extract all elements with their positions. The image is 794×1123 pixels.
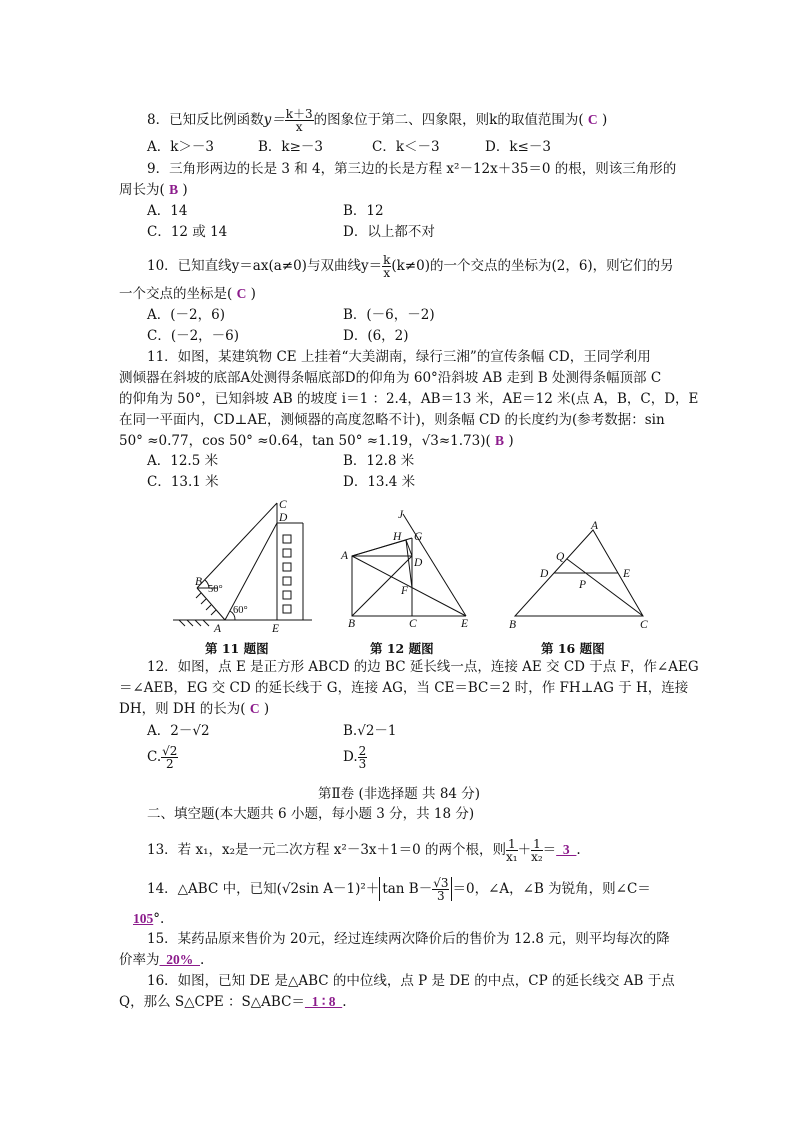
q13-end: . [576,842,581,858]
q12-option-c [147,745,178,770]
q11-line5-pre: 50° ≈0.77，cos 50° ≈0.64，tan 50° ≈1.19，√3≈1.73)( [119,433,491,449]
fig12-label-f: F [401,585,409,597]
q9-line1: 9．三角形两边的长是 3 和 4，第三边的长是方程 x²－12x＋35＝0 的根，则该三角形的 [147,161,677,177]
q8-stem [147,108,607,133]
q13-eq: ＝ [542,842,557,858]
fig12-label-g: G [414,531,423,543]
q8-stem-post: 的图象位于第二、四象限，则k的取值范围为( [313,112,584,128]
q14-pre: 14．△ABC 中，已知(√2sin A－1)²＋ [147,881,380,897]
fig12-label-c: C [409,618,417,630]
q12-answer: C [249,701,260,716]
q12-option-c-num: √2 [162,744,178,758]
q16-line2-pre: Q，那么 S△CPE ：S△ABC＝ [119,994,305,1010]
q12-line1: 12．如图，点 E 是正方形 ABCD 的边 BC 延长线一点，连接 AE 交 CD 于点 F，作∠AEG [147,659,699,675]
q9-option-a: A．14 [147,203,188,219]
fig11-label-e: E [272,623,280,635]
fig16-label-a: A [591,520,599,532]
q12-line3-pre: DH，则 DH 的长为( [119,701,246,717]
q14-line [147,877,651,902]
q16-line1: 16．如图，已知 DE 是△ABC 的中位线，点 P 是 DE 的中点，CP 的延长线交 AB 于点 [147,973,675,989]
fig16-label-c: C [640,619,648,631]
q12-option-d-den: 3 [358,757,367,771]
q8-answer: C [587,112,598,127]
fig16-label-e: E [623,568,631,580]
q11-close: ) [508,433,514,449]
q10-line1-pre: 10．已知直线y＝ax(a≠0)与双曲线y＝ [147,258,383,274]
fig11-label-d: D [279,512,288,524]
fig11-label-b: B [195,576,203,588]
q11-line4: 在同一平面内，CD⊥AE，测倾器的高度忽略不计)，则条幅 CD 的长度约为(参考数据：sin [119,412,665,428]
figure-11 [165,495,315,635]
q16-answer: 1 ∶ 8 [304,994,343,1009]
q15-end: . [200,952,205,968]
fig16-label-q: Q [556,551,565,563]
q16-end: . [342,994,347,1010]
q8-option-d: D．k≤－3 [485,139,551,155]
q9-option-c: C．12 或 14 [147,224,228,240]
q13-line [147,838,581,863]
q9-line2-pre: 周长为( [119,182,165,198]
q14-frac-num: √3 [433,876,449,890]
q8-stem-pre: 8．已知反比例函数 [147,112,264,128]
fig12-label-a: A [341,550,349,562]
part2-title: 第Ⅱ卷 (非选择题 共 84 分) [318,786,481,802]
q12-option-c-den: 2 [165,757,174,771]
q14-frac-den: 3 [437,889,445,903]
fig16-label-b: B [509,619,517,631]
q8-option-c: C．k＜－3 [372,139,440,155]
q11-option-a: A．12.5 米 [147,453,219,469]
q15-line1: 15．某药品原来售价为 20元，经过连续两次降价后的售价为 12.8 元，则平均每次的降 [147,931,670,947]
q13-pre: 13．若 x₁，x₂是一元二次方程 x²－3x＋1＝0 的两个根，则 [147,842,507,858]
q13-f1-num: 1 [507,837,516,851]
q12-option-a: A．2－√2 [147,723,210,739]
fig16-label-d: D [540,568,549,580]
q10-line1 [147,254,674,279]
q8-func-num: k＋3 [285,107,313,121]
q8-close: ) [601,112,608,128]
q8-option-b: B．k≥－3 [258,139,324,155]
q10-option-a: A．(－2，6) [147,307,225,323]
q10-line1-post: (k≠0)的一个交点的坐标为(2，6)，则它们的另 [391,258,674,274]
q14-end: °. [153,911,165,927]
q9-line2 [119,181,188,199]
q13-plus: ＋ [517,842,532,858]
q8-func-den: x [295,120,303,134]
q12-option-d-label: D. [343,749,358,765]
section-title: 二、填空题(本大题共 6 小题，每小题 3 分，共 18 分) [147,806,475,822]
q11-answer: B [495,433,505,448]
fig12-label-b: B [348,618,356,630]
q9-close: ) [182,182,188,198]
q11-option-b: B．12.8 米 [343,453,415,469]
q10-option-d: D．(6，2) [343,328,409,344]
q15-answer: 20% [159,952,200,967]
fig12-label-d: D [414,557,423,569]
q13-answer: 3 [556,842,577,857]
q10-frac-den: x [383,266,391,280]
q12-line3 [119,700,269,718]
q12-option-b: B.√2－1 [343,723,397,739]
q8-option-a: A．k＞－3 [147,139,215,155]
figure-12 [338,508,478,630]
q10-option-c: C．(－2，－6) [147,328,240,344]
q13-f2-num: 1 [533,837,541,851]
q11-line2: 测倾器在斜坡的底部A处测得条幅底部D的仰角为 60°沿斜坡 AB 走到 B 处测得条幅顶部 C [119,370,662,386]
fig12-label-j: J [398,509,404,521]
q12-option-c-label: C. [147,749,162,765]
fig12-label-e: E [461,618,469,630]
q14-post: ＝0，∠A，∠B 为锐角，则∠C＝ [452,881,651,897]
q12-line2: ＝∠AEB，EG 交 CD 的延长线于 G，连接 AG，当 CE＝BC＝2 时，作 FH⊥AG 于 H，连接 [119,680,689,696]
q13-f1-den: x₁ [506,850,518,864]
q10-option-b: B．(－6，－2) [343,307,435,323]
q9-option-b: B．12 [343,203,384,219]
q12-close: ) [263,701,270,717]
q13-f2-den: x₂ [531,850,543,864]
q14-answer: 105 [133,911,154,926]
q9-answer: B [169,182,179,197]
q8-func-y: y＝ [263,112,285,128]
q11-line3: 的仰角为 50°，已知斜坡 AB 的坡度 i＝1 ：2.4，AB＝13 米，AE＝12 米(点 A，B，C，D，E [119,391,699,407]
q11-line1: 11．如图，某建筑物 CE 上挂着“大美湖南，绿行三湘”的宣传条幅 CD，王同学利用 [147,349,651,365]
q8-func [263,107,314,134]
fig11-angle-50: 50° [208,584,223,595]
q12-option-d [343,745,367,770]
q14-line2 [133,910,164,928]
fig12-label-h: H [393,531,402,543]
fig16-label-p: P [579,579,587,591]
q10-line2 [119,285,256,303]
fig16-caption: 第 16 题图 [541,641,605,656]
q10-close: ) [250,286,256,302]
fig11-label-a: A [214,623,222,635]
figure-16 [505,520,655,632]
q11-option-c: C．13.1 米 [147,474,219,490]
q10-line2-pre: 一个交点的坐标是( [119,286,233,302]
q9-option-d: D．以上都不对 [343,224,435,240]
q10-frac-num: k [383,253,391,267]
q11-line5 [119,432,514,450]
q15-line2 [119,951,204,969]
q16-line2 [119,993,347,1011]
q10-answer: C [236,286,247,301]
q15-line2-pre: 价率为 [119,952,160,968]
q11-option-d: D．13.4 米 [343,474,416,490]
fig11-label-c: C [279,499,287,511]
fig11-caption: 第 11 题图 [205,641,269,656]
q12-option-d-num: 2 [358,744,367,758]
fig12-caption: 第 12 题图 [370,641,434,656]
fig11-angle-60: 60° [233,605,248,616]
q14-abs-body: tan B－ [382,881,433,897]
q14-abs [379,877,452,901]
